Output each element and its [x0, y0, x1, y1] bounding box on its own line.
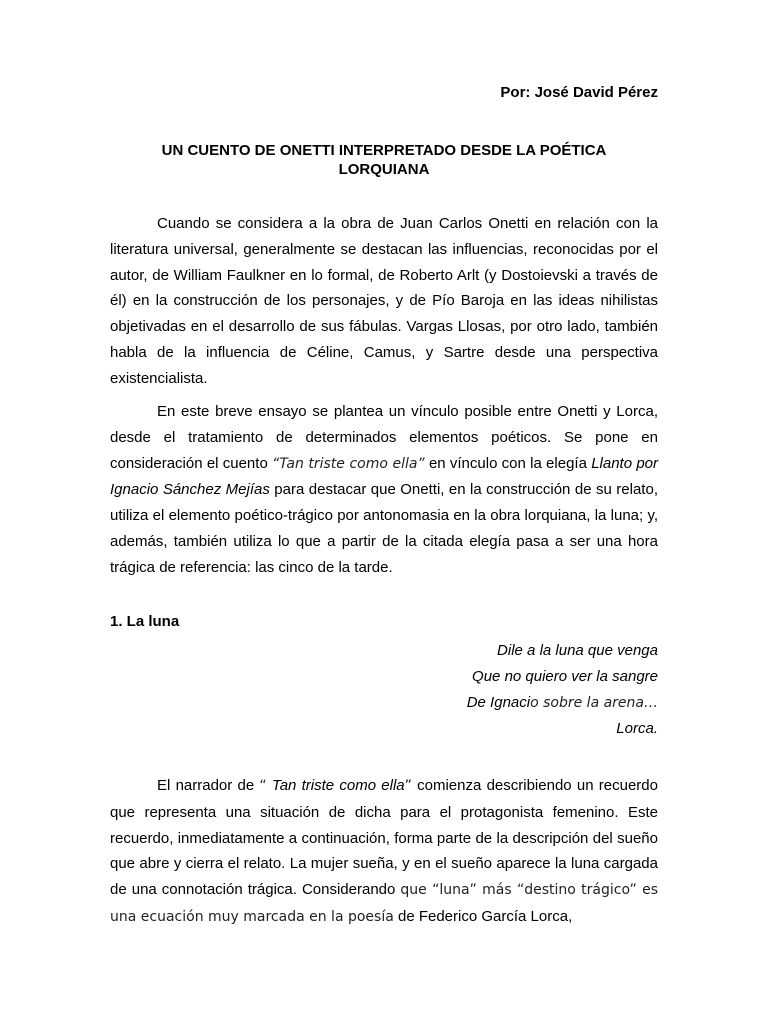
- essay-title: [110, 141, 658, 179]
- paragraph-intro: Cuando se considera a la obra de Juan Carlos Onetti en relación con la literatura universal, generalmente se destacan las influencias, reconocidas por el autor, de William Faulkner en lo formal, de Roberto Arlt (y Dostoievski a través de él) en la construcción de los personajes, y de Pío Baroja en las ideas nihilistas objetivadas en el desarrollo de sus fábulas. Vargas Llosas, por otro lado, también habla de la influencia de Céline, Camus, y Sartre desde una perspectiva existencialista.: [110, 215, 658, 387]
- narrator-text-1: El narrador de: [157, 777, 260, 794]
- title-line-2: LORQUIANA: [338, 161, 430, 178]
- epigraph-line-3: [467, 690, 658, 716]
- author-byline: Por: José David Pérez: [500, 84, 658, 101]
- epigraph-line-2: Que no quiero ver la sangre: [472, 668, 658, 685]
- epigraph-line-3b: o sobre la arena…: [530, 695, 658, 711]
- quote-open: “: [259, 778, 267, 794]
- work-title-inline: Tan triste como ella: [266, 777, 405, 794]
- epigraph-attribution: Lorca.: [616, 720, 658, 737]
- thesis-text-2: en vínculo con la elegía: [424, 454, 592, 472]
- title-line-1: UN CUENTO DE ONETTI INTERPRETADO DESDE LA POÉTICA: [161, 142, 607, 159]
- paragraph-narrator: [110, 773, 658, 931]
- thesis-text-3: para destacar que Onetti, en la construcción de su relato, utiliza el elemento poético-trágico por antonomasia en la obra lorquiana, la luna; y, además, también utiliza lo que a partir de la citada elegía pasa a ser una hora trágica de referencia: las cinco de la tarde.: [110, 481, 658, 576]
- thesis-text-1: En este breve ensayo se plantea un vínculo posible entre Onetti y Lorca, desde el tratamiento de determinados elementos poéticos. Se pone en consideración el cuento: [110, 403, 658, 472]
- section-heading-la-luna: 1. La luna: [110, 613, 180, 630]
- narrator-text-3: de Federico García Lorca,: [393, 907, 573, 925]
- work-title-tan-triste: “Tan triste como ella”: [272, 455, 425, 472]
- work-title-llanto: Llanto por Ignacio Sánchez Mejías: [110, 454, 658, 499]
- narrator-text-2: comienza describiendo un recuerdo que representa una situación de dicha para el protagonista femenino. Este recuerdo, inmediatamente a continuación, forma parte de la descripción del sueño que abre y cierra el relato. La mujer sueña, y en el sueño aparece la luna cargada de una connotación trágica. Considerando: [110, 777, 658, 899]
- epigraph: [467, 638, 658, 742]
- epigraph-line-1: Dile a la luna que venga: [497, 642, 658, 659]
- narrator-alt-font-text: que “luna” más “destino trágico” es una ecuación muy marcada en la poesía: [110, 882, 658, 925]
- epigraph-line-3a: De Ignaci: [466, 694, 531, 711]
- paragraph-thesis: [110, 399, 658, 581]
- quote-close: ”: [404, 778, 412, 794]
